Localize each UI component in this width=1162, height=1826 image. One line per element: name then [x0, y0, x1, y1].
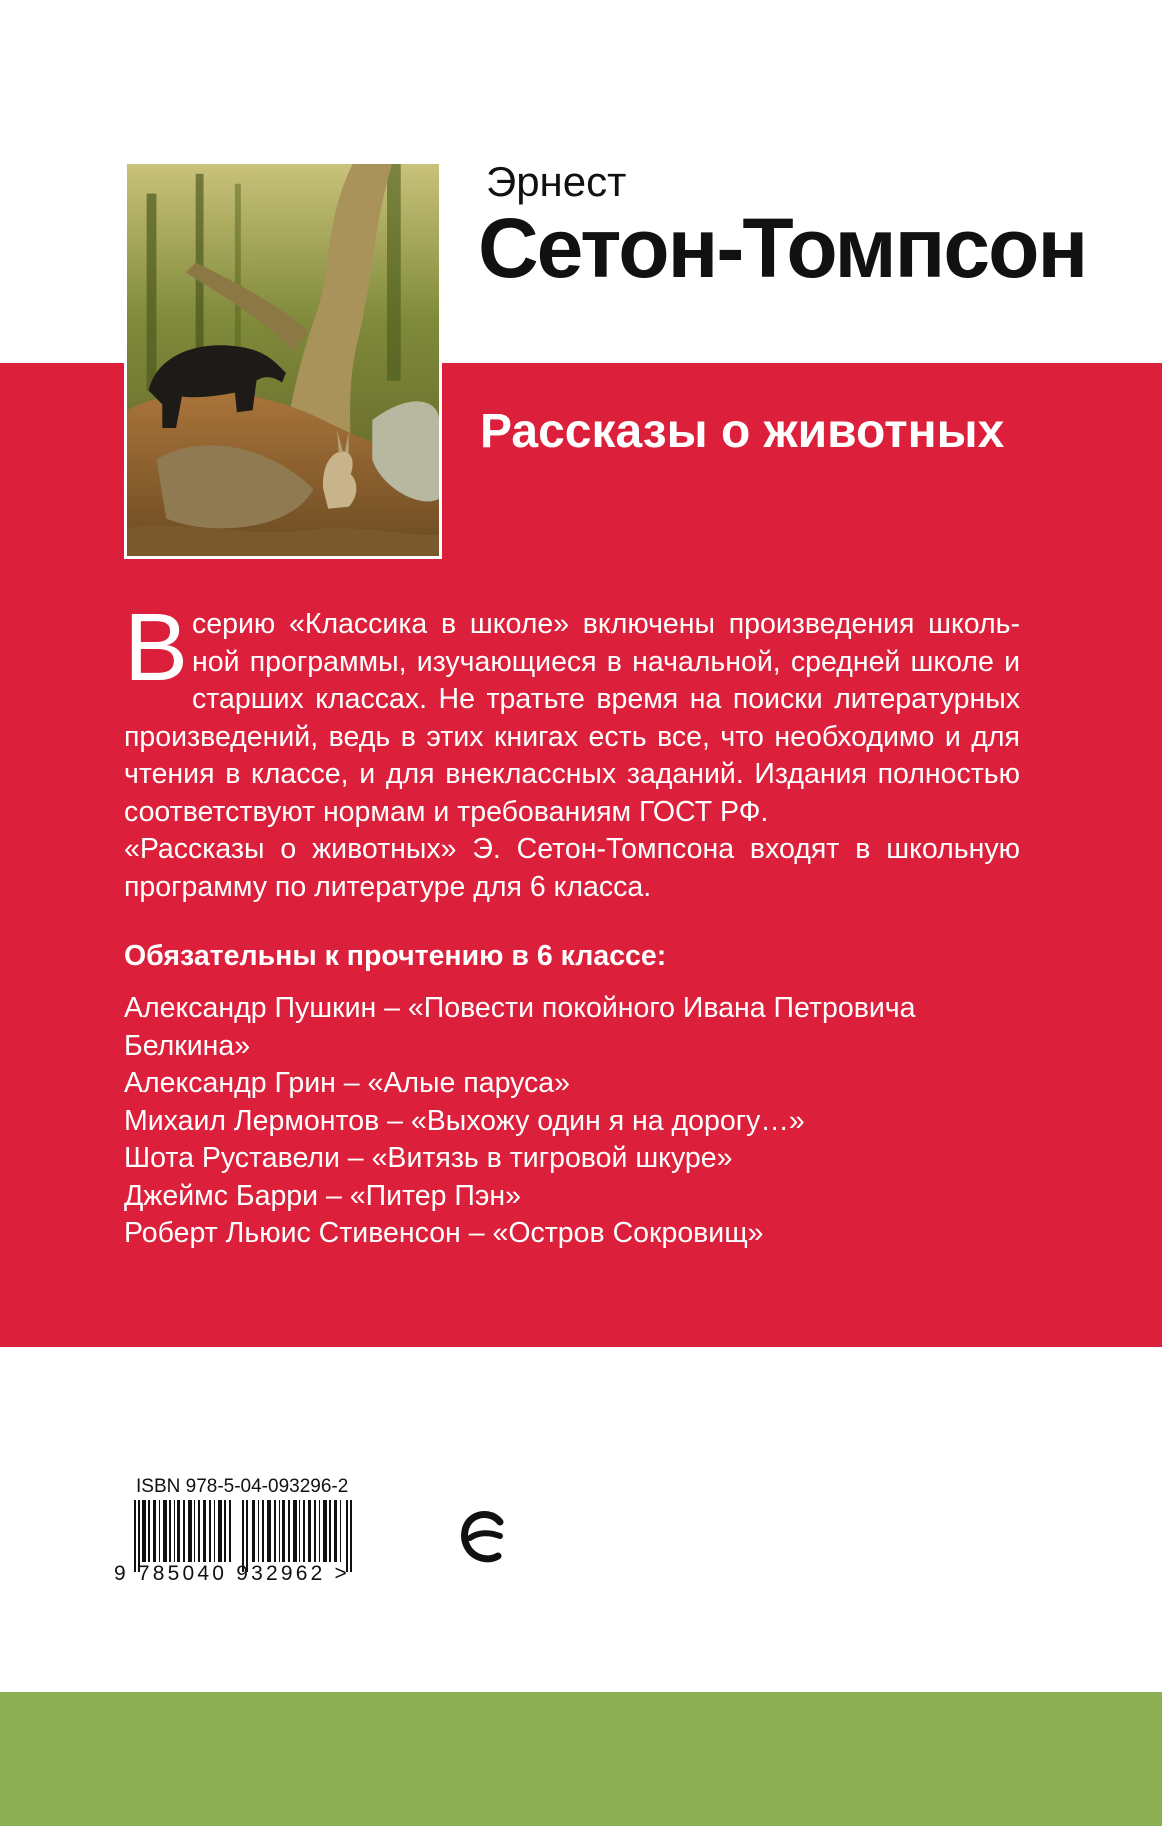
dropcap-letter: В: [124, 594, 189, 701]
barcode-digits: 9 785040 932962 >: [114, 1562, 350, 1585]
author-last-name: Сетон-Томпсон: [478, 201, 1087, 295]
book-title: Рассказы о животных: [480, 405, 1005, 458]
list-item: Шота Руставели – «Витязь в тигровой шкуре»: [124, 1142, 733, 1174]
list-item: Михаил Лермонтов – «Выхожу один я на дорогу…»: [124, 1104, 805, 1137]
description-paragraph-1: серию «Классика в школе» включены произведения школь-ной программы, изучающиеся в начальной, средней школе и старших классах. Не тратьте время на поиски литературных произведений, ведь в этих книгах есть все, что необходимо и для чтения в классе, и для внеклассных заданий. Издания полностью соответствуют нормам и требованиям ГОСТ РФ.: [124, 608, 1020, 828]
eksmo-logo-icon: [460, 1508, 508, 1570]
list-item: Александр Пушкин – «Повести покойного Ивана Петровича Белкина»: [124, 992, 916, 1062]
series-description: [124, 594, 1020, 906]
author-first-name: Эрнест: [486, 158, 627, 205]
list-item: Джеймс Барри – «Питер Пэн»: [124, 1179, 521, 1212]
description-paragraph-2: «Рассказы о животных» Э. Сетон-Томпсона входят в школьную программу по литературе для 6 класса.: [124, 833, 1020, 903]
required-reading-list: [124, 990, 1024, 1253]
green-band: [0, 1692, 1162, 1826]
list-item: Александр Грин – «Алые паруса»: [124, 1067, 570, 1099]
required-reading-title: Обязательны к прочтению в 6 классе:: [124, 940, 667, 972]
list-item: Роберт Льюис Стивенсон – «Остров Сокровищ»: [124, 1217, 764, 1249]
isbn-label: ISBN 978-5-04-093296-2: [136, 1476, 349, 1497]
cover-illustration: [124, 161, 442, 559]
